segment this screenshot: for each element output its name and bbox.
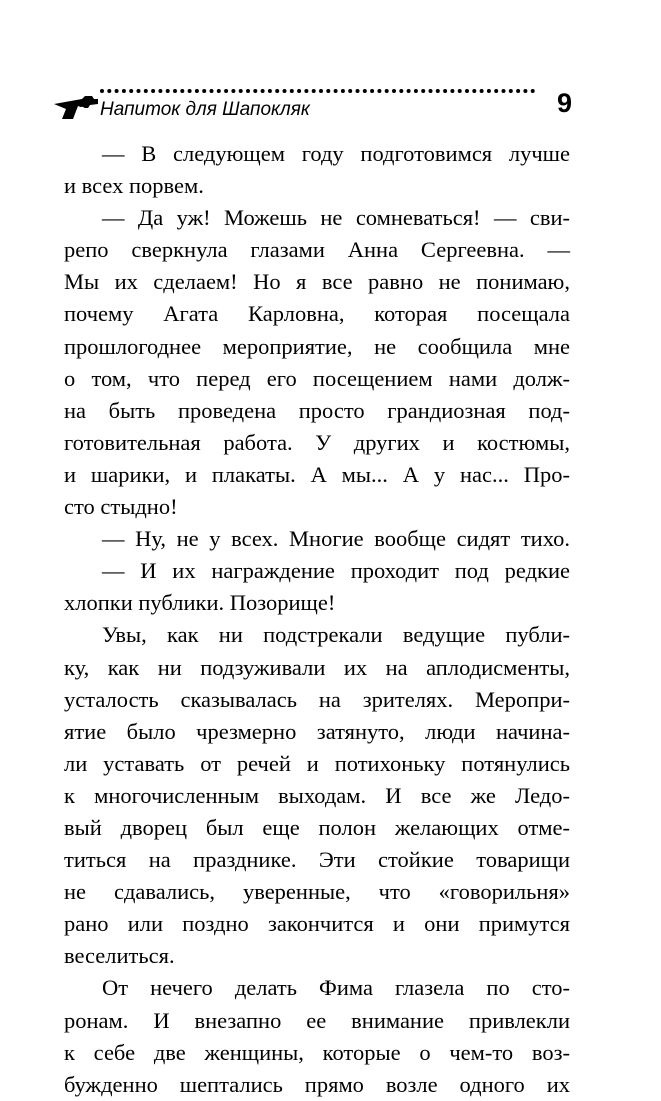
- text-line: и шарики, и плакаты. А мы... А у нас... Про-: [64, 461, 570, 487]
- text-line: и всех порвем.: [64, 173, 204, 199]
- text-line: почему Агата Карловна, которая посещала: [64, 301, 570, 327]
- revolver-icon: [52, 90, 100, 120]
- text-line: сто стыдно!: [64, 494, 178, 520]
- running-title: Напиток для Шапокляк: [100, 99, 310, 120]
- text-line: — Да уж! Можешь не сомневаться! — сви-: [102, 205, 570, 231]
- text-line: титься на празднике. Эти стойкие товарищи: [64, 847, 570, 873]
- text-line: — Ну, не у всех. Многие вообще сидят тихо.: [102, 526, 570, 552]
- text-line: репо сверкнула глазами Анна Сергеевна. —: [64, 237, 570, 263]
- text-line: ку, как ни подзуживали их на аплодисменты,: [64, 654, 570, 680]
- text-line: прошлогоднее мероприятие, не сообщила мне: [64, 333, 570, 359]
- text-line: — И их награждение проходит под редкие: [102, 558, 570, 584]
- text-line: о том, что перед его посещением нами долж-: [64, 365, 570, 391]
- text-line: к себе две женщины, которые о чем-то воз-: [64, 1039, 570, 1065]
- text-line: ронам. И внезапно ее внимание привлекли: [64, 1007, 570, 1033]
- text-line: От нечего делать Фима глазела по сто-: [102, 975, 570, 1001]
- text-line: Мы их сделаем! Но я все равно не понимаю,: [64, 269, 570, 295]
- text-line: усталость сказывалась на зрителях. Меропри-: [64, 686, 570, 712]
- text-line: готовительная работа. У других и костюмы,: [64, 429, 570, 455]
- running-header: [52, 80, 572, 128]
- text-line: веселиться.: [64, 943, 175, 969]
- text-line: Увы, как ни подстрекали ведущие публи-: [102, 622, 570, 648]
- text-line: к многочисленным выходам. И все же Ледо-: [64, 782, 570, 808]
- page-number: 9: [556, 88, 572, 118]
- text-line: ятие было чрезмерно затянуто, люди начина-: [64, 718, 570, 744]
- text-line: не сдавались, уверенные, что «говорильня»: [64, 879, 570, 905]
- text-line: хлопки публики. Позорище!: [64, 590, 336, 616]
- body-text: [64, 138, 570, 1101]
- text-line: на быть проведена просто грандиозная под-: [64, 397, 570, 423]
- text-line: — В следующем году подготовимся лучше: [102, 141, 570, 166]
- text-line: бужденно шептались прямо возле одного их: [64, 1071, 570, 1097]
- dotted-rule: [100, 88, 540, 94]
- text-line: рано или поздно закончится и они примутся: [64, 911, 570, 937]
- text-line: вый дворец был еще полон желающих отме-: [64, 814, 570, 840]
- text-line: ли уставать от речей и потихоньку потянулись: [64, 750, 570, 776]
